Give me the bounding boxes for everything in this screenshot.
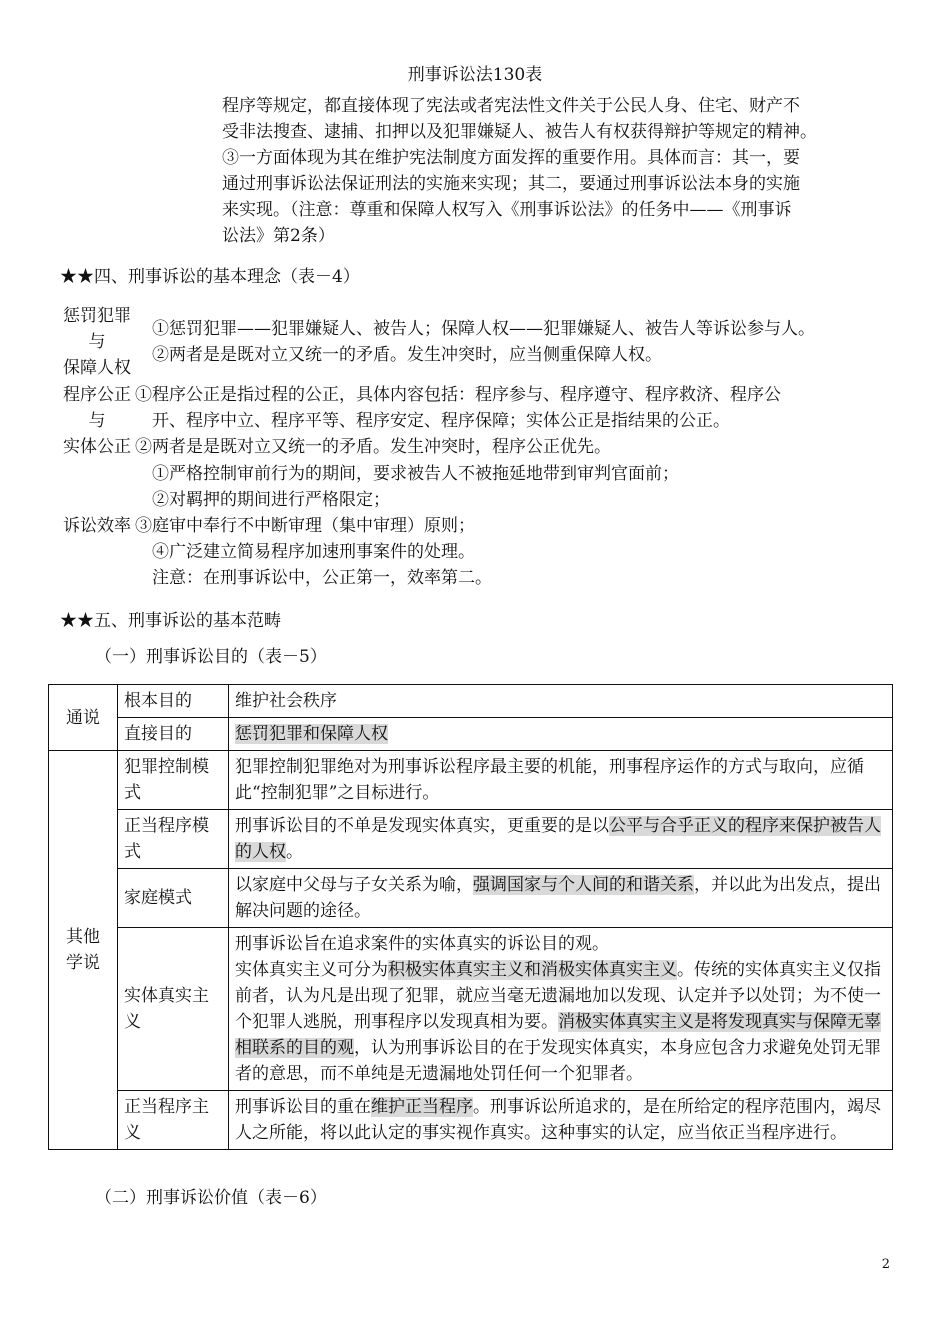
row-value: 维护社会秩序: [229, 685, 893, 718]
section4-heading: ★★四、刑事诉讼的基本理念（表－4）: [60, 267, 360, 287]
intro-line: ③一方面体现为其在维护宪法制度方面发挥的重要作用。具体而言：其一，要: [222, 148, 800, 168]
g3-line: ③庭审中奉行不中断审理（集中审理）原则；: [135, 516, 475, 536]
group-label: [49, 751, 118, 1150]
text-run: 刑事诉讼旨在追求案件的实体真实的诉讼目的观。: [235, 934, 609, 954]
highlighted-text: 惩罚犯罪和保障人权: [235, 724, 388, 744]
g2-line: ②两者是是既对立又统一的矛盾。发生冲突时，程序公正优先。: [135, 437, 611, 457]
table-row: [49, 1091, 893, 1150]
page-number: 2: [881, 1257, 890, 1272]
text-run: 以家庭中父母与子女关系为喻，: [235, 875, 473, 895]
highlighted-text: 公平与合乎正义的程序来保护被告人的人权: [235, 816, 881, 862]
intro-line: 受非法搜查、逮捕、扣押以及犯罪嫌疑人、被告人有权获得辩护等规定的精神。: [222, 122, 817, 142]
table-row: [49, 869, 893, 928]
row-value: [229, 869, 893, 928]
text-run: ，并以此为出发点，提出解决问题的途径。: [235, 875, 881, 921]
highlighted-text: 强调国家与个人间的和谐关系: [473, 875, 694, 895]
g1-line: ②两者是是既对立又统一的矛盾。发生冲突时，应当侧重保障人权。: [152, 345, 662, 365]
text-run: 实体真实主义可分为: [235, 960, 388, 980]
g1-label-a: 惩罚犯罪: [63, 306, 131, 326]
table-row: [49, 751, 893, 810]
group-label-text: 其他学说: [66, 927, 100, 973]
text-run: 刑事诉讼目的重在: [235, 1097, 371, 1117]
row-value: [229, 718, 893, 751]
text-run: 。: [286, 842, 303, 862]
g2-label-c: 实体公正: [63, 437, 131, 457]
text-run: 刑事诉讼目的不单是发现实体真实，更重要的是以: [235, 816, 609, 836]
highlighted-text: 消极实体真实主义是将发现真实与保障无辜相联系的目的观: [235, 1012, 881, 1058]
g3-note: 注意：在刑事诉讼中，公正第一，效率第二。: [152, 568, 492, 588]
intro-line: 通过刑事诉讼法保证刑法的实施来实现；其二，要通过刑事诉讼法本身的实施: [222, 174, 800, 194]
text-run: 。刑事诉讼所追求的，是在所给定的程序范围内，竭尽人之所能，将以此认定的事实视作真实。这种事实的认定，应当依正当程序进行。: [235, 1097, 881, 1143]
g2-label-b: 与: [88, 411, 106, 431]
intro-line: 讼法》第2条）: [222, 226, 335, 246]
row-key: 正当程序模式: [118, 810, 229, 869]
g1-label-b: 与: [88, 332, 106, 352]
g1-line: ①惩罚犯罪——犯罪嫌疑人、被告人；保障人权——犯罪嫌疑人、被告人等诉讼参与人。: [152, 319, 815, 339]
row-value: [229, 928, 893, 1091]
g2-line: 开、程序中立、程序平等、程序安定、程序保障；实体公正是指结果的公正。: [152, 411, 730, 431]
row-key: 根本目的: [118, 685, 229, 718]
g3-label: 诉讼效率: [63, 516, 131, 536]
row-value: [229, 1091, 893, 1150]
g1-label-c: 保障人权: [63, 358, 131, 378]
text-run: 。传统的实体真实主义仅指前者，认为凡是出现了犯罪，就应当毫无遗漏地加以发现、认定并予以处罚；为不使一个犯罪人逃脱，刑事程序以发现真相为要。: [235, 960, 881, 1032]
g2-line: ①程序公正是指过程的公正，具体内容包括：程序参与、程序遵守、程序救济、程序公: [135, 385, 781, 405]
group-label: 通说: [49, 685, 118, 751]
purpose-table: [48, 684, 893, 1150]
highlighted-text: 维护正当程序: [371, 1097, 473, 1117]
subsection-heading: （一）刑事诉讼目的（表－5）: [95, 647, 327, 667]
page-title: 刑事诉讼法130表: [407, 65, 543, 85]
table-row: [49, 685, 893, 718]
g3-line: ④广泛建立简易程序加速刑事案件的处理。: [152, 542, 475, 562]
text-block: [235, 957, 886, 1087]
table-row: [49, 810, 893, 869]
row-key: 家庭模式: [118, 869, 229, 928]
highlighted-text: 积极实体真实主义和消极实体真实主义: [388, 960, 677, 980]
row-value: 犯罪控制犯罪绝对为刑事诉讼程序最主要的机能，刑事程序运作的方式与取向，应循此“控制犯罪”之目标进行。: [229, 751, 893, 810]
text-run: ，认为刑事诉讼目的在于发现实体真实，本身应包含力求避免处罚无罪者的意思，而不单纯是无遗漏地处罚任何一个犯罪者。: [235, 1038, 881, 1084]
intro-line: 来实现。（注意：尊重和保障人权写入《刑事诉讼法》的任务中——《刑事诉: [222, 200, 792, 220]
table-row: [49, 928, 893, 1091]
row-key: 犯罪控制模式: [118, 751, 229, 810]
g3-line: ②对羁押的期间进行严格限定；: [152, 490, 390, 510]
g3-line: ①严格控制审前行为的期间，要求被告人不被拖延地带到审判官面前；: [152, 464, 679, 484]
intro-paragraph: [222, 93, 902, 249]
row-key: 实体真实主义: [118, 928, 229, 1091]
section5-heading: ★★五、刑事诉讼的基本范畴: [60, 611, 281, 631]
table-row: [49, 718, 893, 751]
row-key: 直接目的: [118, 718, 229, 751]
row-key: 正当程序主义: [118, 1091, 229, 1150]
g2-label-a: 程序公正: [63, 385, 131, 405]
intro-line: 程序等规定，都直接体现了宪法或者宪法性文件关于公民人身、住宅、财产不: [222, 96, 800, 116]
row-value: [229, 810, 893, 869]
subsection-heading: （二）刑事诉讼价值（表－6）: [95, 1188, 327, 1208]
